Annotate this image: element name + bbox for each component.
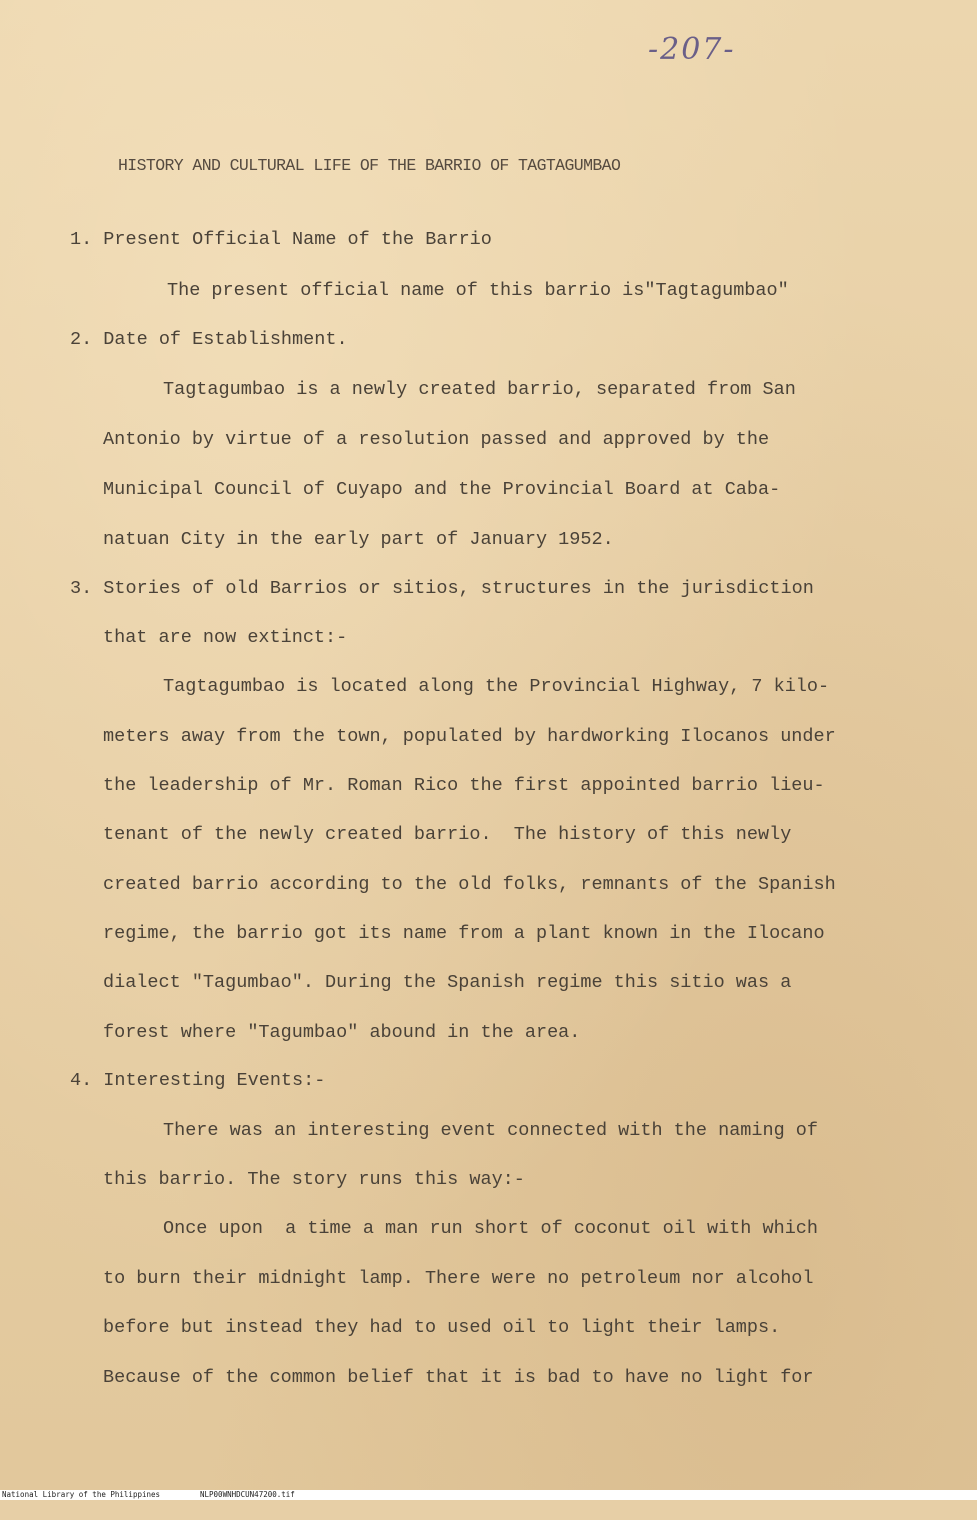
paragraph-line: There was an interesting event connected with the naming of: [163, 1120, 819, 1141]
paragraph-line: dialect "Tagumbao". During the Spanish regime this sitio was a: [103, 972, 792, 993]
scan-footer: [0, 1490, 977, 1500]
paragraph-line: Tagtagumbao is located along the Provincial Highway, 7 kilo-: [163, 676, 830, 697]
paragraph-line: the leadership of Mr. Roman Rico the first appointed barrio lieu-: [103, 775, 825, 796]
paragraph-line: this barrio. The story runs this way:-: [103, 1169, 525, 1190]
section-3-heading-cont: that are now extinct:-: [103, 627, 348, 648]
paragraph-line: to burn their midnight lamp. There were no petroleum nor alcohol: [103, 1268, 814, 1289]
paragraph-line: Tagtagumbao is a newly created barrio, separated from San: [163, 379, 796, 400]
paragraph-line: Because of the common belief that it is bad to have no light for: [103, 1367, 814, 1388]
section-4-heading: 4. Interesting Events:-: [70, 1070, 326, 1091]
paragraph-line: created barrio according to the old folks, remnants of the Spanish: [103, 874, 836, 895]
paragraph-line: Antonio by virtue of a resolution passed and approved by the: [103, 429, 770, 450]
document-title: HISTORY AND CULTURAL LIFE OF THE BARRIO OF TAGTAGUMBAO: [118, 156, 621, 175]
paragraph-line: The present official name of this barrio is"Tagtagumbao": [167, 280, 789, 301]
paragraph-line: meters away from the town, populated by hardworking Ilocanos under: [103, 726, 836, 747]
page-number: -207-: [648, 32, 736, 67]
paragraph-line: Municipal Council of Cuyapo and the Provincial Board at Caba-: [103, 479, 781, 500]
section-1-heading: 1. Present Official Name of the Barrio: [70, 229, 492, 250]
paragraph-line: natuan City in the early part of January 1952.: [103, 529, 614, 550]
section-3-heading: 3. Stories of old Barrios or sitios, structures in the jurisdiction: [70, 578, 814, 599]
paragraph-line: regime, the barrio got its name from a plant known in the Ilocano: [103, 923, 825, 944]
paragraph-line: Once upon a time a man run short of coconut oil with which: [163, 1218, 819, 1239]
paragraph-line: before but instead they had to used oil to light their lamps.: [103, 1317, 781, 1338]
paragraph-line: forest where "Tagumbao" abound in the area.: [103, 1022, 581, 1043]
section-2-heading: 2. Date of Establishment.: [70, 329, 348, 350]
paragraph-line: tenant of the newly created barrio. The history of this newly: [103, 824, 792, 845]
library-credit: National Library of the Philippines: [2, 1490, 161, 1499]
scan-filename: NLP00WNHDCUN47200.tif: [200, 1490, 295, 1499]
